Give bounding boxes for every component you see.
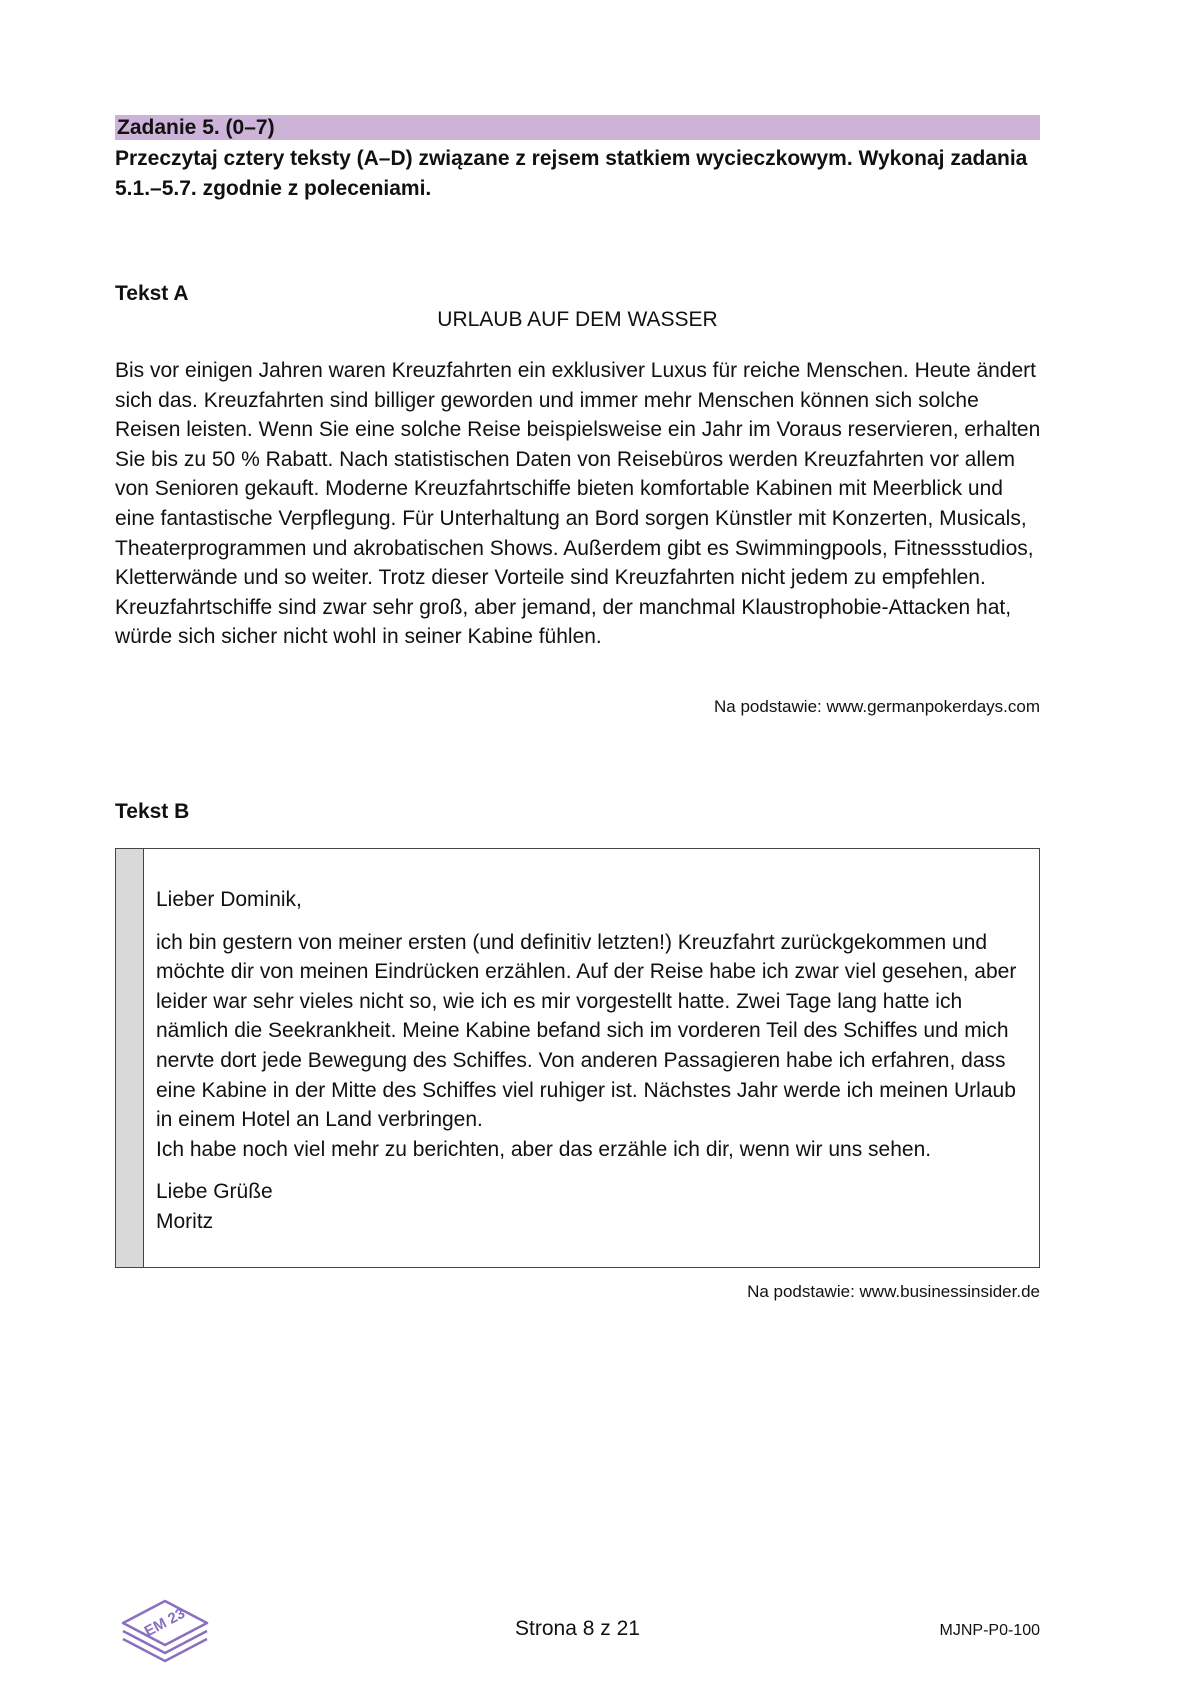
letter-body-last: Ich habe noch viel mehr zu berichten, aber das erzähle ich dir, wenn wir uns sehen. (156, 1137, 932, 1161)
letter-box (115, 848, 1040, 1268)
text-b-label: Tekst B (115, 800, 190, 823)
text-a-label: Tekst A (115, 282, 189, 305)
task-instruction: Przeczytaj cztery teksty (A–D) związane z rejsem statkiem wycieczkowym. Wykonaj zadania 5.1.–5.7. zgodnie z poleceniami. (115, 147, 1028, 200)
task-header: Zadanie 5. (0–7) (115, 115, 1040, 140)
text-a-source: Na podstawie: www.germanpokerdays.com (714, 697, 1040, 716)
letter-closing: Liebe Grüße (156, 1180, 273, 1204)
letter-content (156, 885, 1026, 1237)
letter-greeting: Lieber Dominik, (156, 888, 302, 911)
text-a-title: URLAUB AUF DEM WASSER (437, 308, 718, 331)
text-b-source: Na podstawie: www.businessinsider.de (747, 1282, 1040, 1301)
exam-logo-text: EM 23 (141, 1604, 188, 1641)
page-number: Strona 8 z 21 (515, 1617, 640, 1640)
text-a-body: Bis vor einigen Jahren waren Kreuzfahrten ein exklusiver Luxus für reiche Menschen. Heute ändert sich das. Kreuzfahrten sind billiger geworden und immer mehr Menschen können sich solche Reisen leisten. Wenn Sie eine solche Reise beispielsweise ein Jahr im Voraus reservieren, erhalten Sie bis zu 50 % Rabatt. Nach statistischen Daten von Reisebüros werden Kreuzfahrten vor allem von Senioren gekauft. Moderne Kreuzfahrtschiffe bieten komfortable Kabinen mit Meerblick und eine fantastische Verpflegung. Für Unterhaltung an Bord sorgen Künstler mit Konzerten, Musicals, Theaterprogrammen und akrobatischen Shows. Außerdem gibt es Swimmingpools, Fitnessstudios, Kletterwände und so weiter. Trotz dieser Vorteile sind Kreuzfahrten nicht jedem zu empfehlen. Kreuzfahrtschiffe sind zwar sehr groß, aber jemand, der manchmal Klaustrophobie-Attacken hat, würde sich sicher nicht wohl in seiner Kabine fühlen. (115, 359, 1041, 649)
letter-body: ich bin gestern von meiner ersten (und definitiv letzten!) Kreuzfahrt zurückgekommen und möchte dir von meinen Eindrücken erzählen. Auf der Reise habe ich zwar viel gesehen, aber leider war sehr vieles nicht so, wie ich es mir vorgestellt hatte. Zwei Tage lang hatte ich nämlich die Seekrankheit. Meine Kabine befand sich im vorderen Teil des Schiffes und mich nervte dort jede Bewegung des Schiffes. Von anderen Passagieren habe ich erfahren, dass eine Kabine in der Mitte des Schiffes viel ruhiger ist. Nächstes Jahr werde ich meinen Urlaub in einem Hotel an Land verbringen. (156, 930, 1017, 1132)
letter-signature: Moritz (156, 1209, 214, 1233)
letter-stripe (116, 849, 144, 1267)
exam-code: MJNP-P0-100 (939, 1622, 1040, 1639)
